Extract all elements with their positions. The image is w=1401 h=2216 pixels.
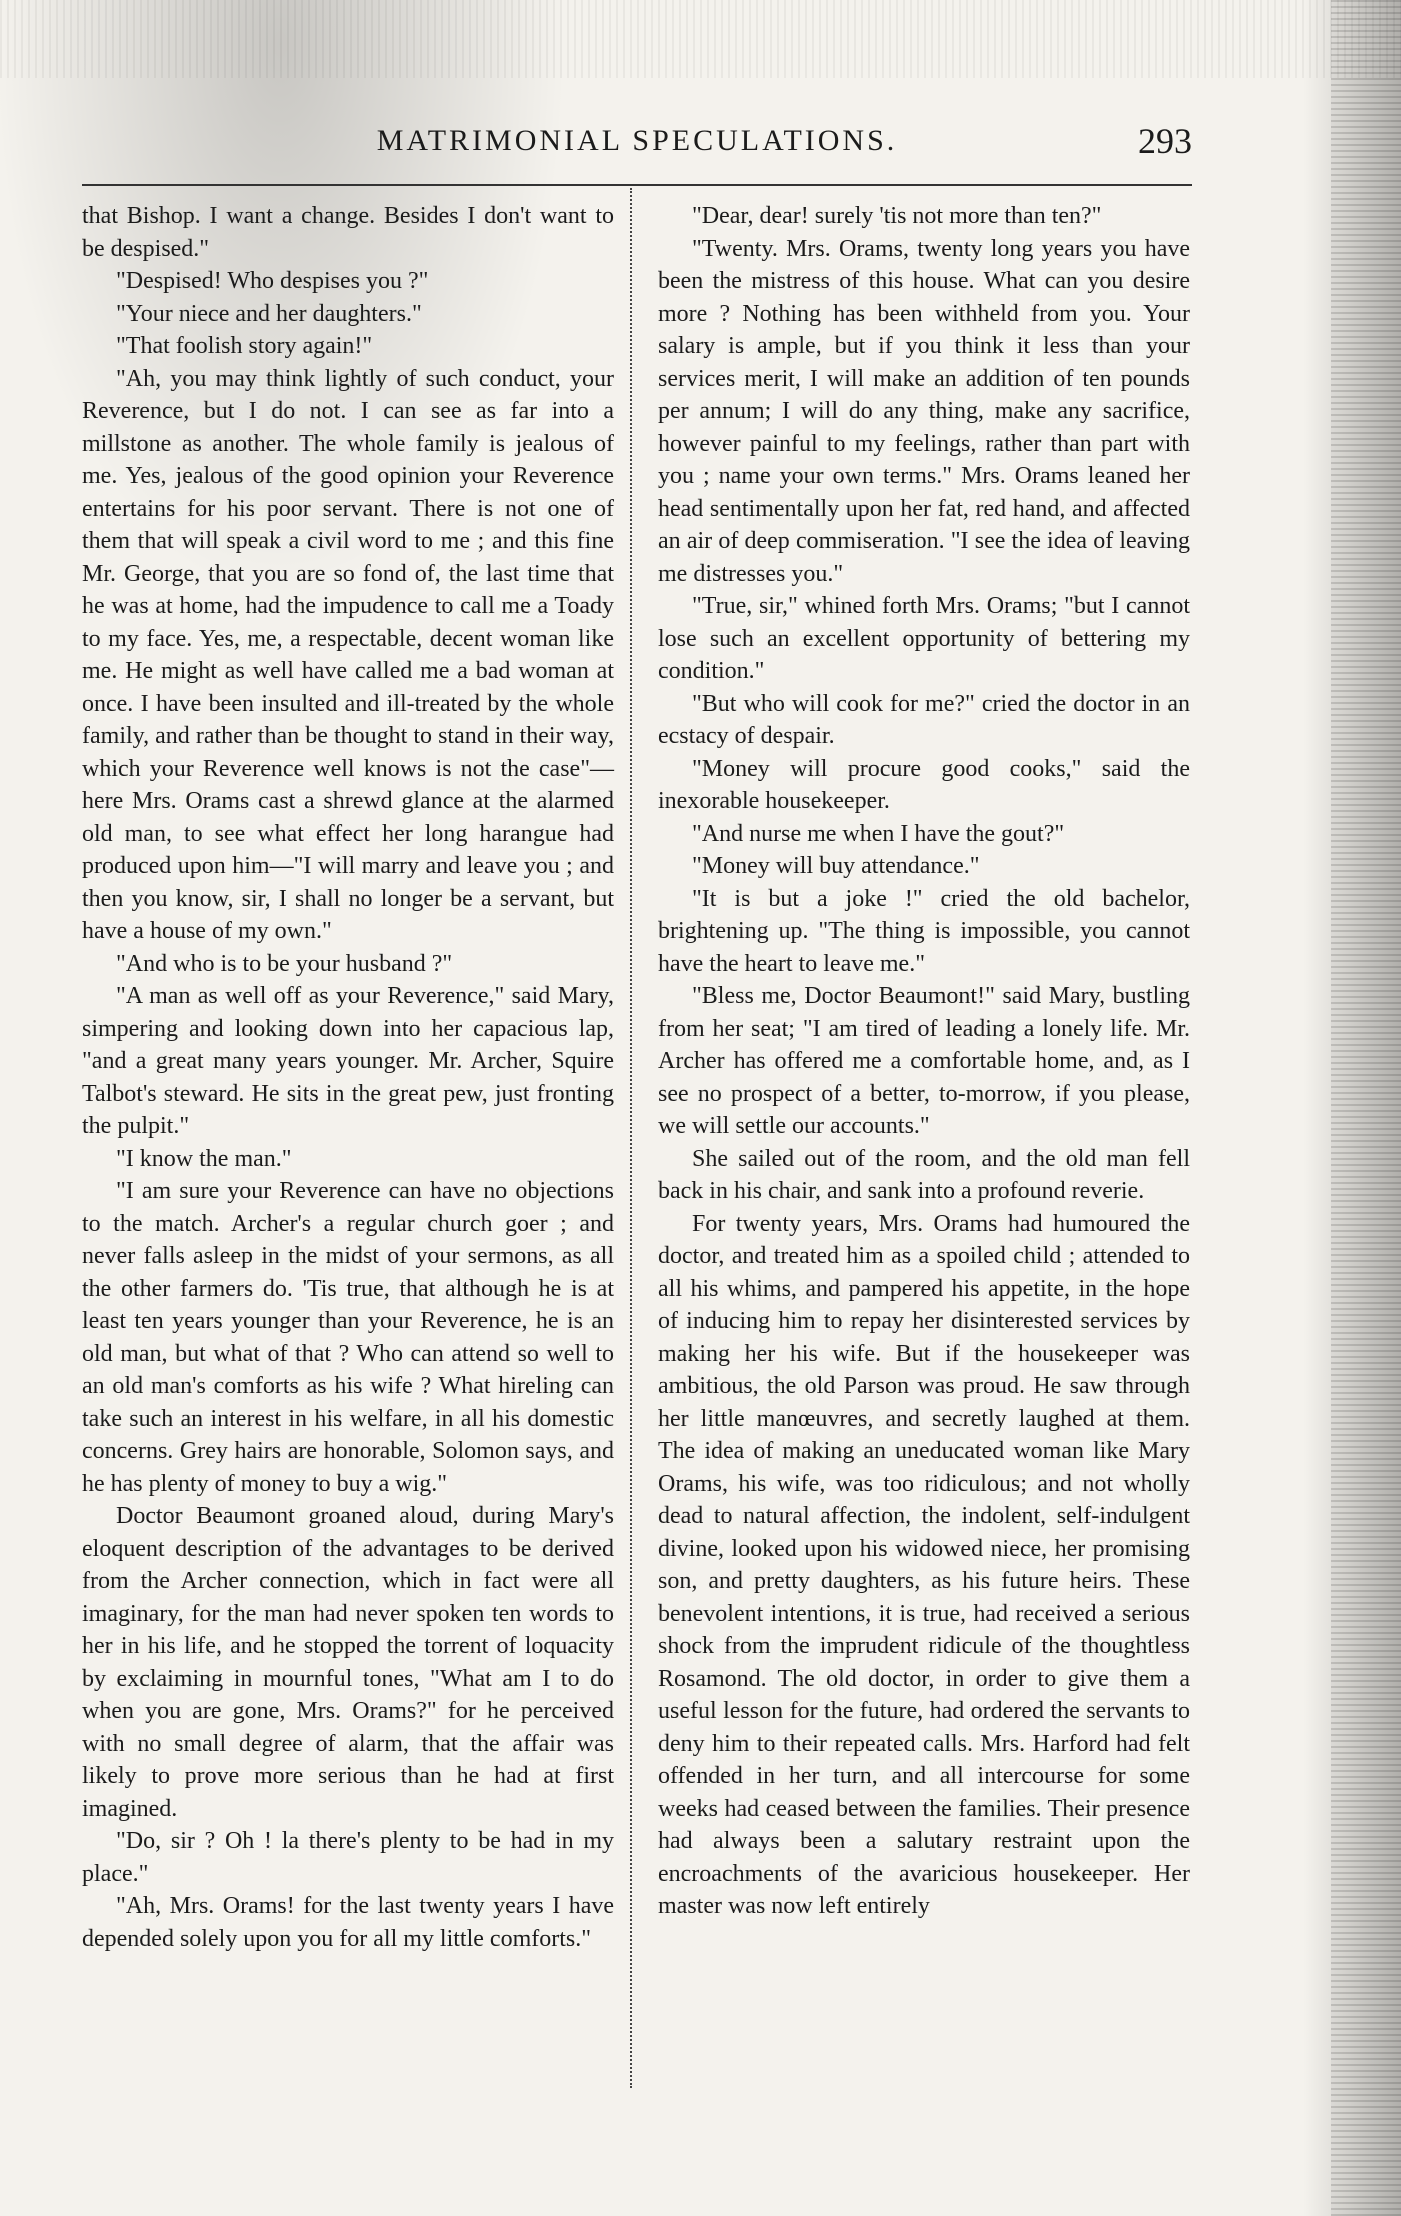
running-title: MATRIMONIAL SPECULATIONS. — [376, 124, 898, 157]
column-divider — [630, 188, 632, 2088]
paragraph: "I know the man." — [116, 1145, 292, 1172]
paragraph: "It is but a joke !" cried the old bachelor, brightening up. "The thing is impossible, you cannot have the heart to leave me." — [658, 885, 1190, 977]
paragraph: "Your niece and her daughters." — [116, 300, 422, 327]
paragraph: "Despised! Who despises you ?" — [116, 268, 429, 294]
paragraph: "I am sure your Reverence can have no objections to the match. Archer's a regular church goer ; and never falls asleep in the midst of your sermons, as all the other farmers do. 'Tis true, that although he is at least ten years younger than your Reverence, he is an old man, but what of that ? Who can attend so well to an old man's comforts as his wife ? What hireling can take such an interest in his welfare, in all his domestic concerns. Grey hairs are honorable, Solomon says, and he has plenty of money to buy a wig." — [82, 1178, 614, 1497]
paragraph: Doctor Beaumont groaned aloud, during Mary's eloquent description of the advantages to be derived from the Archer connection, which in fact were all imaginary, for the man had never spoken ten words to her in his life, and he stopped the torrent of loquacity by exclaiming in mournful tones, "What am I to do when you are gone, Mrs. Orams?" for he perceived with no small degree of alarm, that the affair was likely to prove more serious than he had at first imagined. — [82, 1503, 614, 1822]
paragraph: "But who will cook for me?" cried the doctor in an ecstacy of despair. — [658, 690, 1190, 749]
paragraph: "Do, sir ? Oh ! la there's plenty to be had in my place." — [82, 1828, 614, 1887]
paragraph: "Ah, you may think lightly of such conduct, your Reverence, but I do not. I can see as far into a millstone as another. The whole family is jealous of me. Yes, jealous of the good opinion your Reverence entertains for his poor servant. There is not one of them that will speak a civil word to me ; and this fine Mr. George, that you are so fond of, the last time that he was at home, had the impudence to call me a Toady to my face. Yes, me, a respectable, decent woman like me. He might as well have called me a bad woman at once. I have been insulted and ill-treated by the whole family, and rather than be thought to stand in their way, which your Reverence well knows is not the case"— here Mrs. Orams cast a shrewd glance at the alarmed old man, to see what effect her long harangue had produced upon him—"I will marry and leave you ; and then you know, sir, I shall no longer be a servant, but have a house of my own." — [82, 365, 614, 944]
paragraph: She sailed out of the room, and the old man fell back in his chair, and sank into a profound reverie. — [658, 1145, 1190, 1204]
page-header — [82, 120, 1192, 170]
paragraph: "Bless me, Doctor Beaumont!" said Mary, bustling from her seat; "I am tired of leading a lonely life. Mr. Archer has offered me a comfortable home, and, as I see no prospect of a better, to-morrow, if you please, we will settle our accounts." — [658, 983, 1190, 1139]
scan-edge-right — [1331, 0, 1401, 2216]
paragraph: "And nurse me when I have the gout?" — [692, 820, 1065, 847]
paragraph: "True, sir," whined forth Mrs. Orams; "but I cannot lose such an excellent opportunity of bettering my condition." — [658, 593, 1190, 684]
right-column — [658, 200, 1190, 1923]
paragraph: "Ah, Mrs. Orams! for the last twenty years I have depended solely upon you for all my little comforts." — [82, 1893, 614, 1952]
paragraph: "A man as well off as your Reverence," said Mary, simpering and looking down into her capacious lap, "and a great many years younger. Mr. Archer, Squire Talbot's steward. He sits in the great pew, just fronting the pulpit." — [82, 983, 614, 1139]
paragraph: that Bishop. I want a change. Besides I don't want to be despised." — [82, 203, 614, 262]
paragraph: "And who is to be your husband ?" — [116, 950, 453, 977]
paragraph: For twenty years, Mrs. Orams had humoured the doctor, and treated him as a spoiled child ; attended to all his whims, and pampered his appetite, in the hope of inducing him to repay her disinterested services by making her his wife. But if the housekeeper was ambitious, the old Parson was proud. He saw through her little manœuvres, and secretly laughed at them. The idea of making an uneducated woman like Mary Orams, his wife, was too ridiculous; and not wholly dead to natural affection, the indolent, self-indulgent divine, looked upon his widowed niece, her promising son, and pretty daughters, as his future heirs. These benevolent intentions, it is true, had received a serious shock from the imprudent ridicule of the thoughtless Rosamond. The old doctor, in order to give them a useful lesson for the future, had ordered the servants to deny him to their repeated calls. Mrs. Harford had felt offended in her turn, and all intercourse for some weeks had ceased between the families. Their presence had always been a salutary restraint upon the encroachments of the avaricious housekeeper. Her master was now left entirely — [658, 1210, 1190, 1919]
header-rule — [82, 184, 1192, 186]
paragraph: "Money will buy attendance." — [692, 853, 980, 879]
paragraph: "Twenty. Mrs. Orams, twenty long years you have been the mistress of this house. What can you desire more ? Nothing has been withheld from you. Your salary is ample, but if you think it less than your services merit, I will make an addition of ten pounds per annum; I will do any thing, make any sacrifice, however painful to my feelings, rather than part with you ; name your own terms." Mrs. Orams leaned her head sentimentally upon her fat, red hand, and affected an air of deep commiseration. "I see the idea of leaving me distresses you." — [658, 235, 1190, 587]
page-number: 293 — [1138, 121, 1192, 161]
paragraph: "Money will procure good cooks," said the inexorable housekeeper. — [658, 755, 1190, 814]
left-column — [82, 200, 614, 1955]
paragraph: "Dear, dear! surely 'tis not more than ten?" — [692, 203, 1102, 229]
paragraph: "That foolish story again!" — [116, 333, 373, 359]
scan-noise-top — [0, 0, 1401, 78]
